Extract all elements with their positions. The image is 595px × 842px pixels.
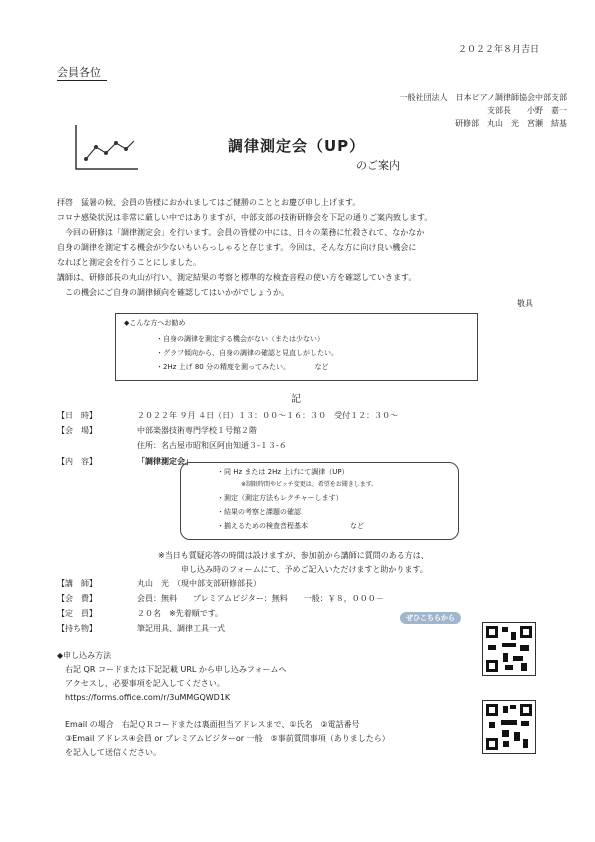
venue-value: 中部楽器技術専門学校１号館２階 xyxy=(137,426,257,435)
ki-heading: 記 xyxy=(291,394,301,405)
intro-line-1: 拝啓 猛暑の候、会員の皆様におかれましてはご健勝のこととお慶び申し上げます。 xyxy=(57,198,361,207)
badge-label: ぜひこちらから xyxy=(400,612,461,624)
intro-line-6: 講師は、研修部長の丸山が行い、測定結果の考察と標準的な検査音程の使い方を確認していきます。 xyxy=(57,273,417,282)
date-label: 【日 時】 xyxy=(57,411,97,420)
content-item: ・測定（測定方法もレクチャーします） xyxy=(217,494,343,502)
closing-word: 敬具 xyxy=(517,299,533,308)
form-url-link[interactable]: https://forms.office.com/r/3uMMGQWD1K xyxy=(65,693,231,702)
intro-line-4: 自身の調律を測定する機会が少ないもいらっしゃると存じます。今回は、そんな方に向け良い機会に xyxy=(57,243,417,252)
addressee: 会員各位 xyxy=(57,66,107,81)
email-line-1: Email の場合 右記ＱＲコードまたは裏面担当アドレスまで、①氏名 ②電話番号 xyxy=(65,720,360,729)
application-line-2: アクセスし、必要事項を記入してください。 xyxy=(65,679,225,688)
intro-line-3: 今回の研修は「調律測定会」を行います。会員の皆様の中には、日々の業務に忙殺されて、なかなか xyxy=(57,228,425,237)
application-heading: ◆申し込み方法 xyxy=(57,651,112,660)
content-label: 【内 容】 xyxy=(57,457,97,466)
note-line-2: 申し込み時のフォームにて、予めご記入いただけますと助かります。 xyxy=(181,565,428,574)
content-box xyxy=(180,462,459,540)
items-label: 【持ち物】 xyxy=(57,624,97,633)
fee-value: 会員：無料 プレミアムビジター：無料 一般：￥８，０００－ xyxy=(137,594,384,603)
issue-date: ２０２２年８月吉日 xyxy=(458,45,540,55)
recommend-item: ・自身の調律を測定する機会がない（または少ない） xyxy=(156,335,324,343)
items-value: 筆記用具、調律工具一式 xyxy=(137,624,225,633)
date-value: ２０２２年 ９月 ４日（日）１３：００～１６：３０ 受付１２：３０～ xyxy=(137,411,399,420)
fee-label: 【会 費】 xyxy=(57,594,97,603)
org-line-1: 一般社団法人 日本ピアノ調律師協会中部支部 xyxy=(399,93,567,102)
content-note: ※制限時間やピッチ変更は、希望をお聞きします。 xyxy=(241,481,378,488)
page-title: 調律測定会（UP） xyxy=(228,137,366,155)
lecturer-value: 丸山 光 （現中部支部研修部長） xyxy=(137,579,261,588)
content-item: ・同 Hz または 2Hz 上げにて調律（UP） xyxy=(217,468,349,476)
recommend-heading: ◆こんな方へお勧め xyxy=(124,319,186,327)
intro-line-2: コロナ感染状況は非常に厳しい中ではありますが、中部支部の技術研修会を下記の通りご案内致します。 xyxy=(57,213,433,222)
org-line-2: 支部長 小野 嘉一 xyxy=(487,106,567,115)
form-qr-code[interactable] xyxy=(482,622,536,676)
content-item: ・結果の考察と課題の確認 xyxy=(217,508,301,516)
recommend-item: ・グラフ傾向から、自身の調律の確認と見直しがしたい。 xyxy=(156,349,338,357)
capacity-label: 【定 員】 xyxy=(57,609,97,618)
lecturer-label: 【講 師】 xyxy=(57,579,97,588)
address-value: 住所：名古屋市昭和区阿由知通３-１３-６ xyxy=(137,441,287,450)
application-line-1: 右記 QR コードまたは下記記載 URL から申し込みフォームへ xyxy=(65,665,287,674)
org-line-3: 研修部 丸山 光 宮瀬 結基 xyxy=(455,119,567,128)
content-item: ・揃えるための検査音程基本 など xyxy=(217,522,364,530)
email-qr-code[interactable] xyxy=(482,700,536,754)
capacity-value: ２０名 ※先着順です。 xyxy=(137,609,224,618)
content-value: 「調律測定会」 xyxy=(137,457,193,466)
venue-label: 【会 場】 xyxy=(57,426,97,435)
intro-line-7: この機会にご自身の調律傾向を確認してはいかがでしょうか。 xyxy=(57,288,289,297)
note-line-1: ※当日も質疑応答の時間は設けますが、参加前から講師に質問のある方は、 xyxy=(158,551,429,560)
email-line-3: を記入して送信ください。 xyxy=(65,748,161,757)
intro-line-5: なればと測定会を行うことにしました。 xyxy=(57,258,201,267)
page-subtitle: のご案内 xyxy=(356,159,400,172)
recommend-box xyxy=(115,313,478,381)
email-line-2: ③Email アドレス④会員 or プレミアムビジターor 一般 ⑤事前質問事項（ありましたら） xyxy=(65,734,390,743)
recommend-item: ・2Hz 上げ 80 分の精度を測ってみたい。 など xyxy=(156,363,329,371)
line-graph-icon xyxy=(72,123,142,173)
